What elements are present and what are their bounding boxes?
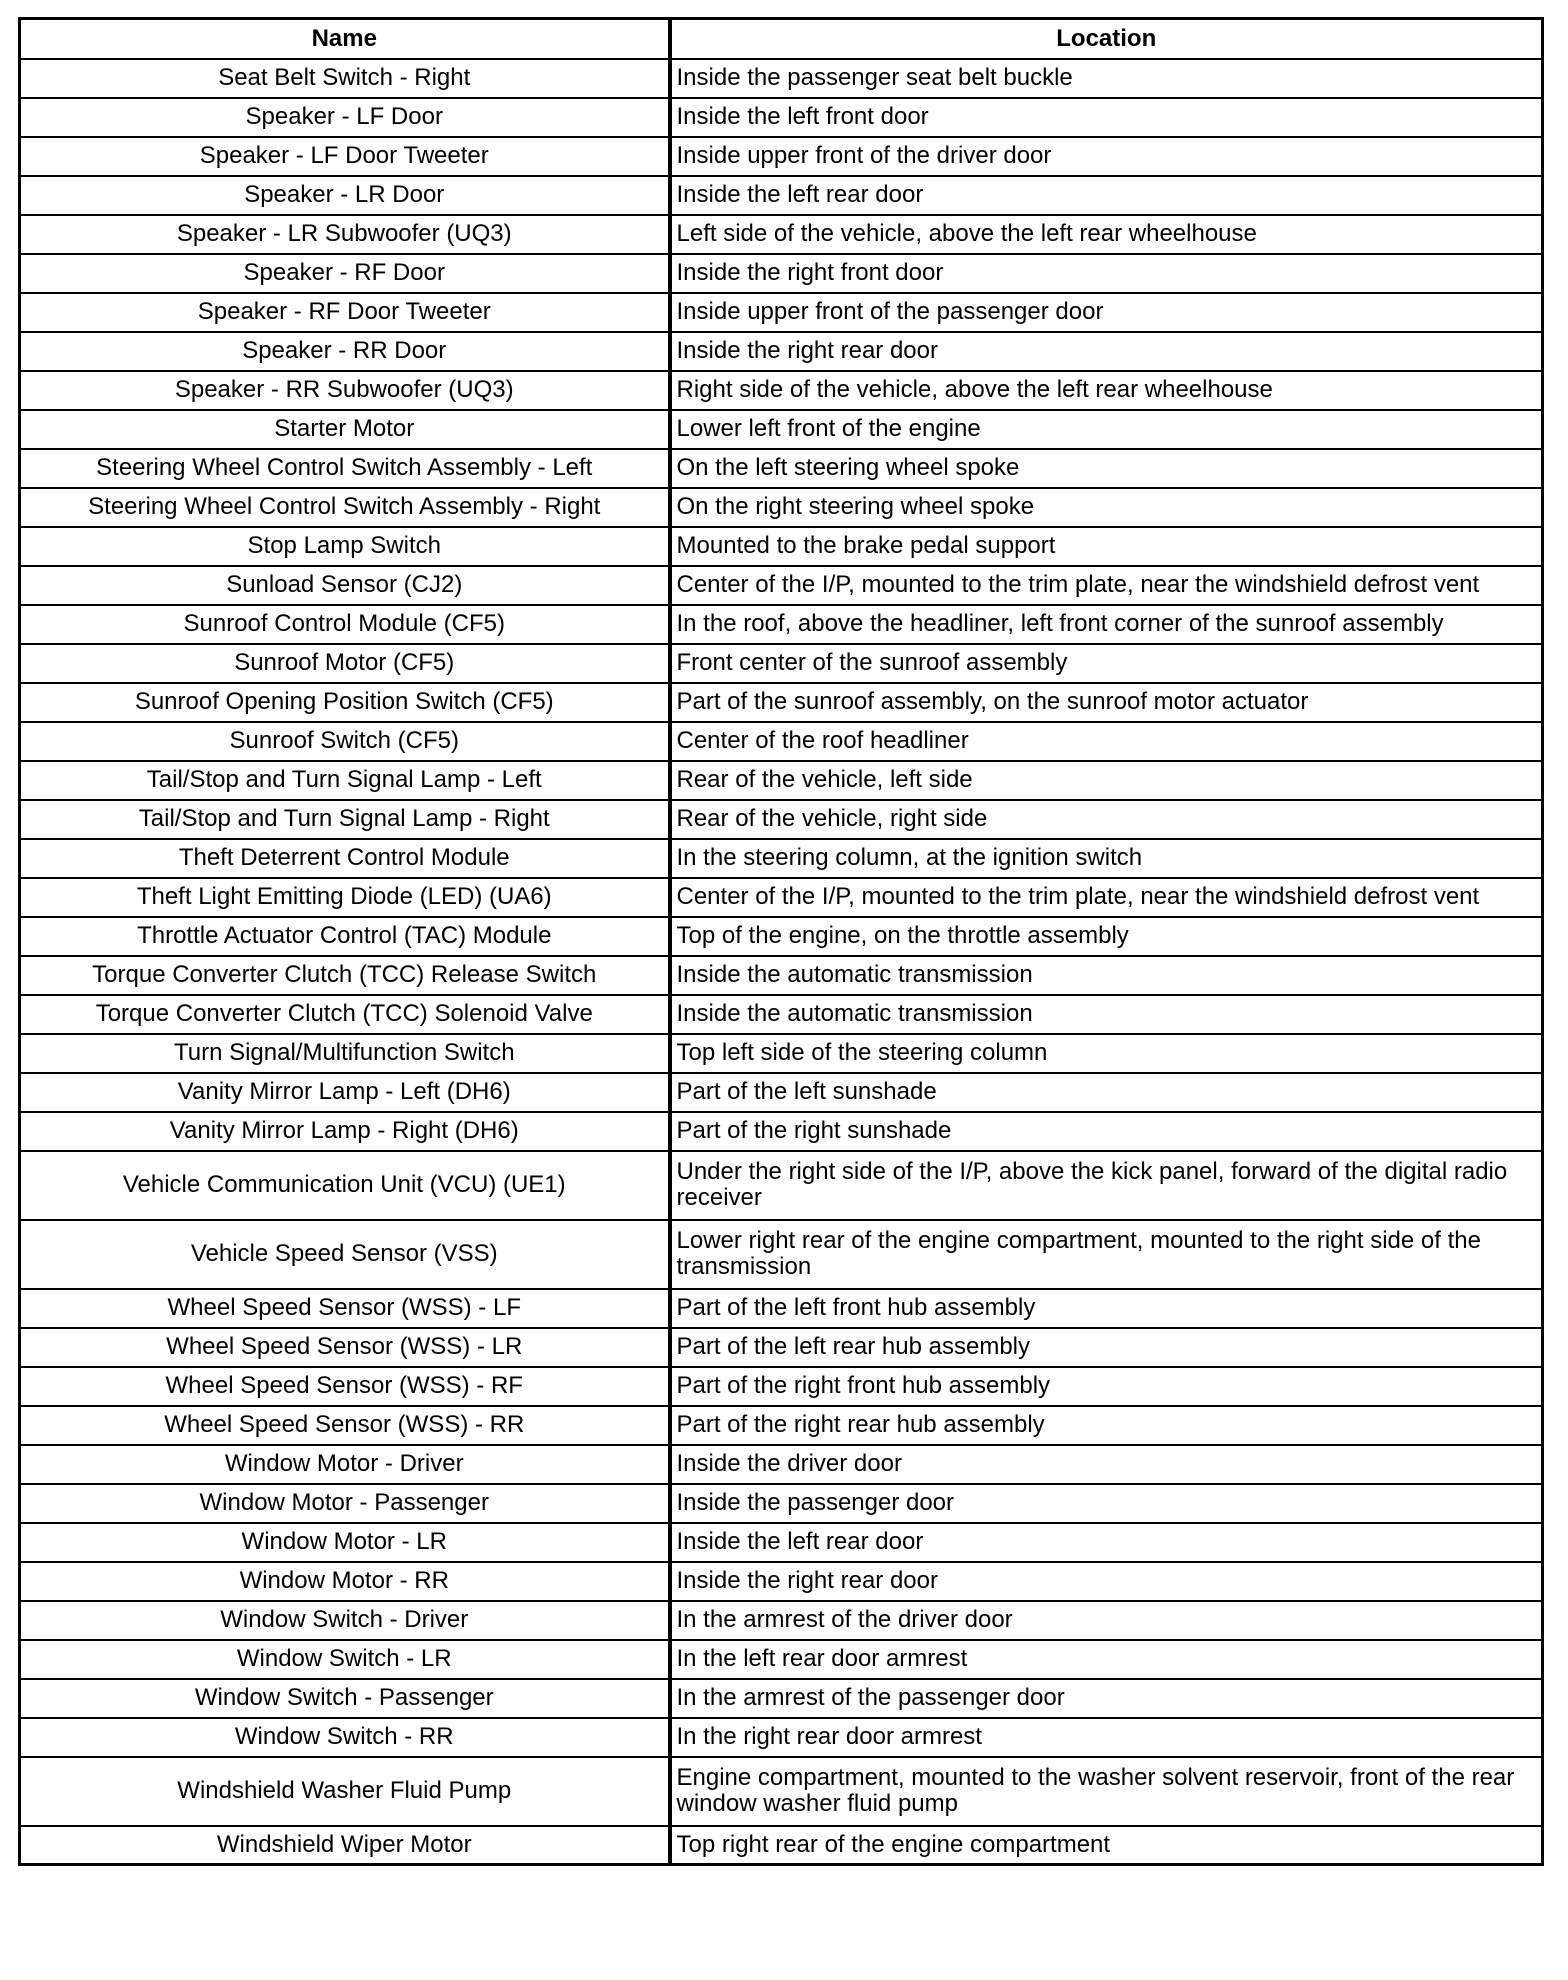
component-name-cell: Speaker - LR Door	[20, 176, 670, 215]
table-row	[20, 1640, 1543, 1679]
table-row	[20, 1220, 1543, 1289]
component-location-cell: In the armrest of the passenger door	[670, 1679, 1543, 1718]
component-location-cell: Lower right rear of the engine compartment, mounted to the right side of the transmission	[670, 1220, 1543, 1289]
component-name-cell: Speaker - RF Door	[20, 254, 670, 293]
component-location-cell: Part of the right front hub assembly	[670, 1367, 1543, 1406]
table-row	[20, 878, 1543, 917]
component-location-cell: Center of the I/P, mounted to the trim plate, near the windshield defrost vent	[670, 878, 1543, 917]
component-location-cell: On the right steering wheel spoke	[670, 488, 1543, 527]
component-name-cell: Theft Light Emitting Diode (LED) (UA6)	[20, 878, 670, 917]
component-location-cell: Part of the sunroof assembly, on the sunroof motor actuator	[670, 683, 1543, 722]
component-name-cell: Wheel Speed Sensor (WSS) - LR	[20, 1328, 670, 1367]
table-row	[20, 722, 1543, 761]
component-location-cell: Inside the passenger door	[670, 1484, 1543, 1523]
component-location-cell: In the armrest of the driver door	[670, 1601, 1543, 1640]
component-location-cell: Rear of the vehicle, right side	[670, 800, 1543, 839]
component-location-cell: Inside the left rear door	[670, 1523, 1543, 1562]
component-name-cell: Speaker - RF Door Tweeter	[20, 293, 670, 332]
component-name-cell: Window Motor - LR	[20, 1523, 670, 1562]
component-location-cell: Part of the right rear hub assembly	[670, 1406, 1543, 1445]
table-row	[20, 410, 1543, 449]
component-name-cell: Turn Signal/Multifunction Switch	[20, 1034, 670, 1073]
table-row	[20, 176, 1543, 215]
table-row	[20, 1328, 1543, 1367]
component-location-cell: Lower left front of the engine	[670, 410, 1543, 449]
component-name-cell: Window Motor - Driver	[20, 1445, 670, 1484]
table-row	[20, 59, 1543, 98]
component-name-cell: Speaker - LF Door Tweeter	[20, 137, 670, 176]
component-name-cell: Tail/Stop and Turn Signal Lamp - Left	[20, 761, 670, 800]
component-name-cell: Vanity Mirror Lamp - Left (DH6)	[20, 1073, 670, 1112]
table-row	[20, 566, 1543, 605]
component-name-cell: Speaker - LR Subwoofer (UQ3)	[20, 215, 670, 254]
table-row	[20, 527, 1543, 566]
component-location-cell: Part of the left sunshade	[670, 1073, 1543, 1112]
component-name-cell: Sunroof Opening Position Switch (CF5)	[20, 683, 670, 722]
table-row	[20, 1034, 1543, 1073]
component-location-cell: Top of the engine, on the throttle assembly	[670, 917, 1543, 956]
table-row	[20, 839, 1543, 878]
component-location-cell: On the left steering wheel spoke	[670, 449, 1543, 488]
component-name-cell: Torque Converter Clutch (TCC) Release Switch	[20, 956, 670, 995]
table-row	[20, 683, 1543, 722]
component-name-cell: Window Switch - LR	[20, 1640, 670, 1679]
component-location-cell: Center of the roof headliner	[670, 722, 1543, 761]
component-name-cell: Sunroof Motor (CF5)	[20, 644, 670, 683]
component-location-cell: Inside the left rear door	[670, 176, 1543, 215]
component-name-cell: Theft Deterrent Control Module	[20, 839, 670, 878]
component-name-cell: Vehicle Communication Unit (VCU) (UE1)	[20, 1151, 670, 1220]
component-location-cell: Center of the I/P, mounted to the trim plate, near the windshield defrost vent	[670, 566, 1543, 605]
component-location-cell: In the steering column, at the ignition switch	[670, 839, 1543, 878]
component-location-cell: Top left side of the steering column	[670, 1034, 1543, 1073]
component-location-cell: Mounted to the brake pedal support	[670, 527, 1543, 566]
component-name-cell: Seat Belt Switch - Right	[20, 59, 670, 98]
table-row	[20, 1826, 1543, 1865]
component-location-cell: Engine compartment, mounted to the washer solvent reservoir, front of the rear window washer fluid pump	[670, 1757, 1543, 1826]
component-location-cell: Inside the right rear door	[670, 1562, 1543, 1601]
table-row	[20, 917, 1543, 956]
component-location-cell: Inside the right rear door	[670, 332, 1543, 371]
component-name-cell: Stop Lamp Switch	[20, 527, 670, 566]
table-row	[20, 488, 1543, 527]
component-location-cell: Part of the left rear hub assembly	[670, 1328, 1543, 1367]
table-row	[20, 1523, 1543, 1562]
table-row	[20, 1445, 1543, 1484]
component-name-cell: Steering Wheel Control Switch Assembly - Left	[20, 449, 670, 488]
component-name-cell: Windshield Wiper Motor	[20, 1826, 670, 1865]
component-name-cell: Torque Converter Clutch (TCC) Solenoid Valve	[20, 995, 670, 1034]
table-row	[20, 293, 1543, 332]
component-location-cell: Inside the left front door	[670, 98, 1543, 137]
table-row	[20, 137, 1543, 176]
table-row	[20, 449, 1543, 488]
table-body	[20, 59, 1543, 1865]
header-row	[20, 19, 1543, 59]
component-name-cell: Vanity Mirror Lamp - Right (DH6)	[20, 1112, 670, 1151]
component-location-cell: Inside the passenger seat belt buckle	[670, 59, 1543, 98]
component-name-cell: Sunroof Switch (CF5)	[20, 722, 670, 761]
component-location-cell: Inside upper front of the passenger door	[670, 293, 1543, 332]
component-location-cell: In the left rear door armrest	[670, 1640, 1543, 1679]
table-row	[20, 1073, 1543, 1112]
component-name-cell: Speaker - LF Door	[20, 98, 670, 137]
table-row	[20, 371, 1543, 410]
component-location-table	[18, 17, 1544, 1866]
component-name-cell: Speaker - RR Subwoofer (UQ3)	[20, 371, 670, 410]
table-row	[20, 98, 1543, 137]
component-name-cell: Sunroof Control Module (CF5)	[20, 605, 670, 644]
column-header-name: Name	[20, 19, 670, 59]
component-location-cell: In the roof, above the headliner, left front corner of the sunroof assembly	[670, 605, 1543, 644]
component-name-cell: Window Switch - RR	[20, 1718, 670, 1757]
component-location-cell: Inside the automatic transmission	[670, 995, 1543, 1034]
component-location-cell: Inside the driver door	[670, 1445, 1543, 1484]
table-row	[20, 956, 1543, 995]
component-name-cell: Wheel Speed Sensor (WSS) - LF	[20, 1289, 670, 1328]
component-name-cell: Vehicle Speed Sensor (VSS)	[20, 1220, 670, 1289]
table-row	[20, 254, 1543, 293]
component-name-cell: Starter Motor	[20, 410, 670, 449]
table-row	[20, 1601, 1543, 1640]
table-row	[20, 644, 1543, 683]
component-location-cell: Top right rear of the engine compartment	[670, 1826, 1543, 1865]
component-name-cell: Window Switch - Passenger	[20, 1679, 670, 1718]
table-row	[20, 995, 1543, 1034]
component-name-cell: Sunload Sensor (CJ2)	[20, 566, 670, 605]
component-location-cell: Right side of the vehicle, above the left rear wheelhouse	[670, 371, 1543, 410]
component-location-cell: Inside upper front of the driver door	[670, 137, 1543, 176]
table-row	[20, 1367, 1543, 1406]
table-row	[20, 215, 1543, 254]
component-name-cell: Wheel Speed Sensor (WSS) - RR	[20, 1406, 670, 1445]
component-name-cell: Window Motor - RR	[20, 1562, 670, 1601]
component-name-cell: Windshield Washer Fluid Pump	[20, 1757, 670, 1826]
component-name-cell: Window Switch - Driver	[20, 1601, 670, 1640]
column-header-location: Location	[670, 19, 1543, 59]
table-row	[20, 1757, 1543, 1826]
table-row	[20, 800, 1543, 839]
table-row	[20, 1289, 1543, 1328]
component-name-cell: Steering Wheel Control Switch Assembly - Right	[20, 488, 670, 527]
table-row	[20, 332, 1543, 371]
component-name-cell: Throttle Actuator Control (TAC) Module	[20, 917, 670, 956]
table-row	[20, 1406, 1543, 1445]
component-location-cell: Left side of the vehicle, above the left rear wheelhouse	[670, 215, 1543, 254]
table-row	[20, 1484, 1543, 1523]
component-location-cell: Inside the right front door	[670, 254, 1543, 293]
component-location-cell: Part of the left front hub assembly	[670, 1289, 1543, 1328]
component-name-cell: Speaker - RR Door	[20, 332, 670, 371]
table-row	[20, 761, 1543, 800]
component-location-cell: Inside the automatic transmission	[670, 956, 1543, 995]
component-location-cell: Under the right side of the I/P, above the kick panel, forward of the digital radio receiver	[670, 1151, 1543, 1220]
component-name-cell: Tail/Stop and Turn Signal Lamp - Right	[20, 800, 670, 839]
table-row	[20, 1718, 1543, 1757]
table-row	[20, 1562, 1543, 1601]
table-row	[20, 1112, 1543, 1151]
table-row	[20, 1679, 1543, 1718]
component-location-cell: Part of the right sunshade	[670, 1112, 1543, 1151]
table-row	[20, 1151, 1543, 1220]
component-name-cell: Window Motor - Passenger	[20, 1484, 670, 1523]
component-location-cell: In the right rear door armrest	[670, 1718, 1543, 1757]
component-location-cell: Rear of the vehicle, left side	[670, 761, 1543, 800]
component-name-cell: Wheel Speed Sensor (WSS) - RF	[20, 1367, 670, 1406]
component-location-cell: Front center of the sunroof assembly	[670, 644, 1543, 683]
table-row	[20, 605, 1543, 644]
